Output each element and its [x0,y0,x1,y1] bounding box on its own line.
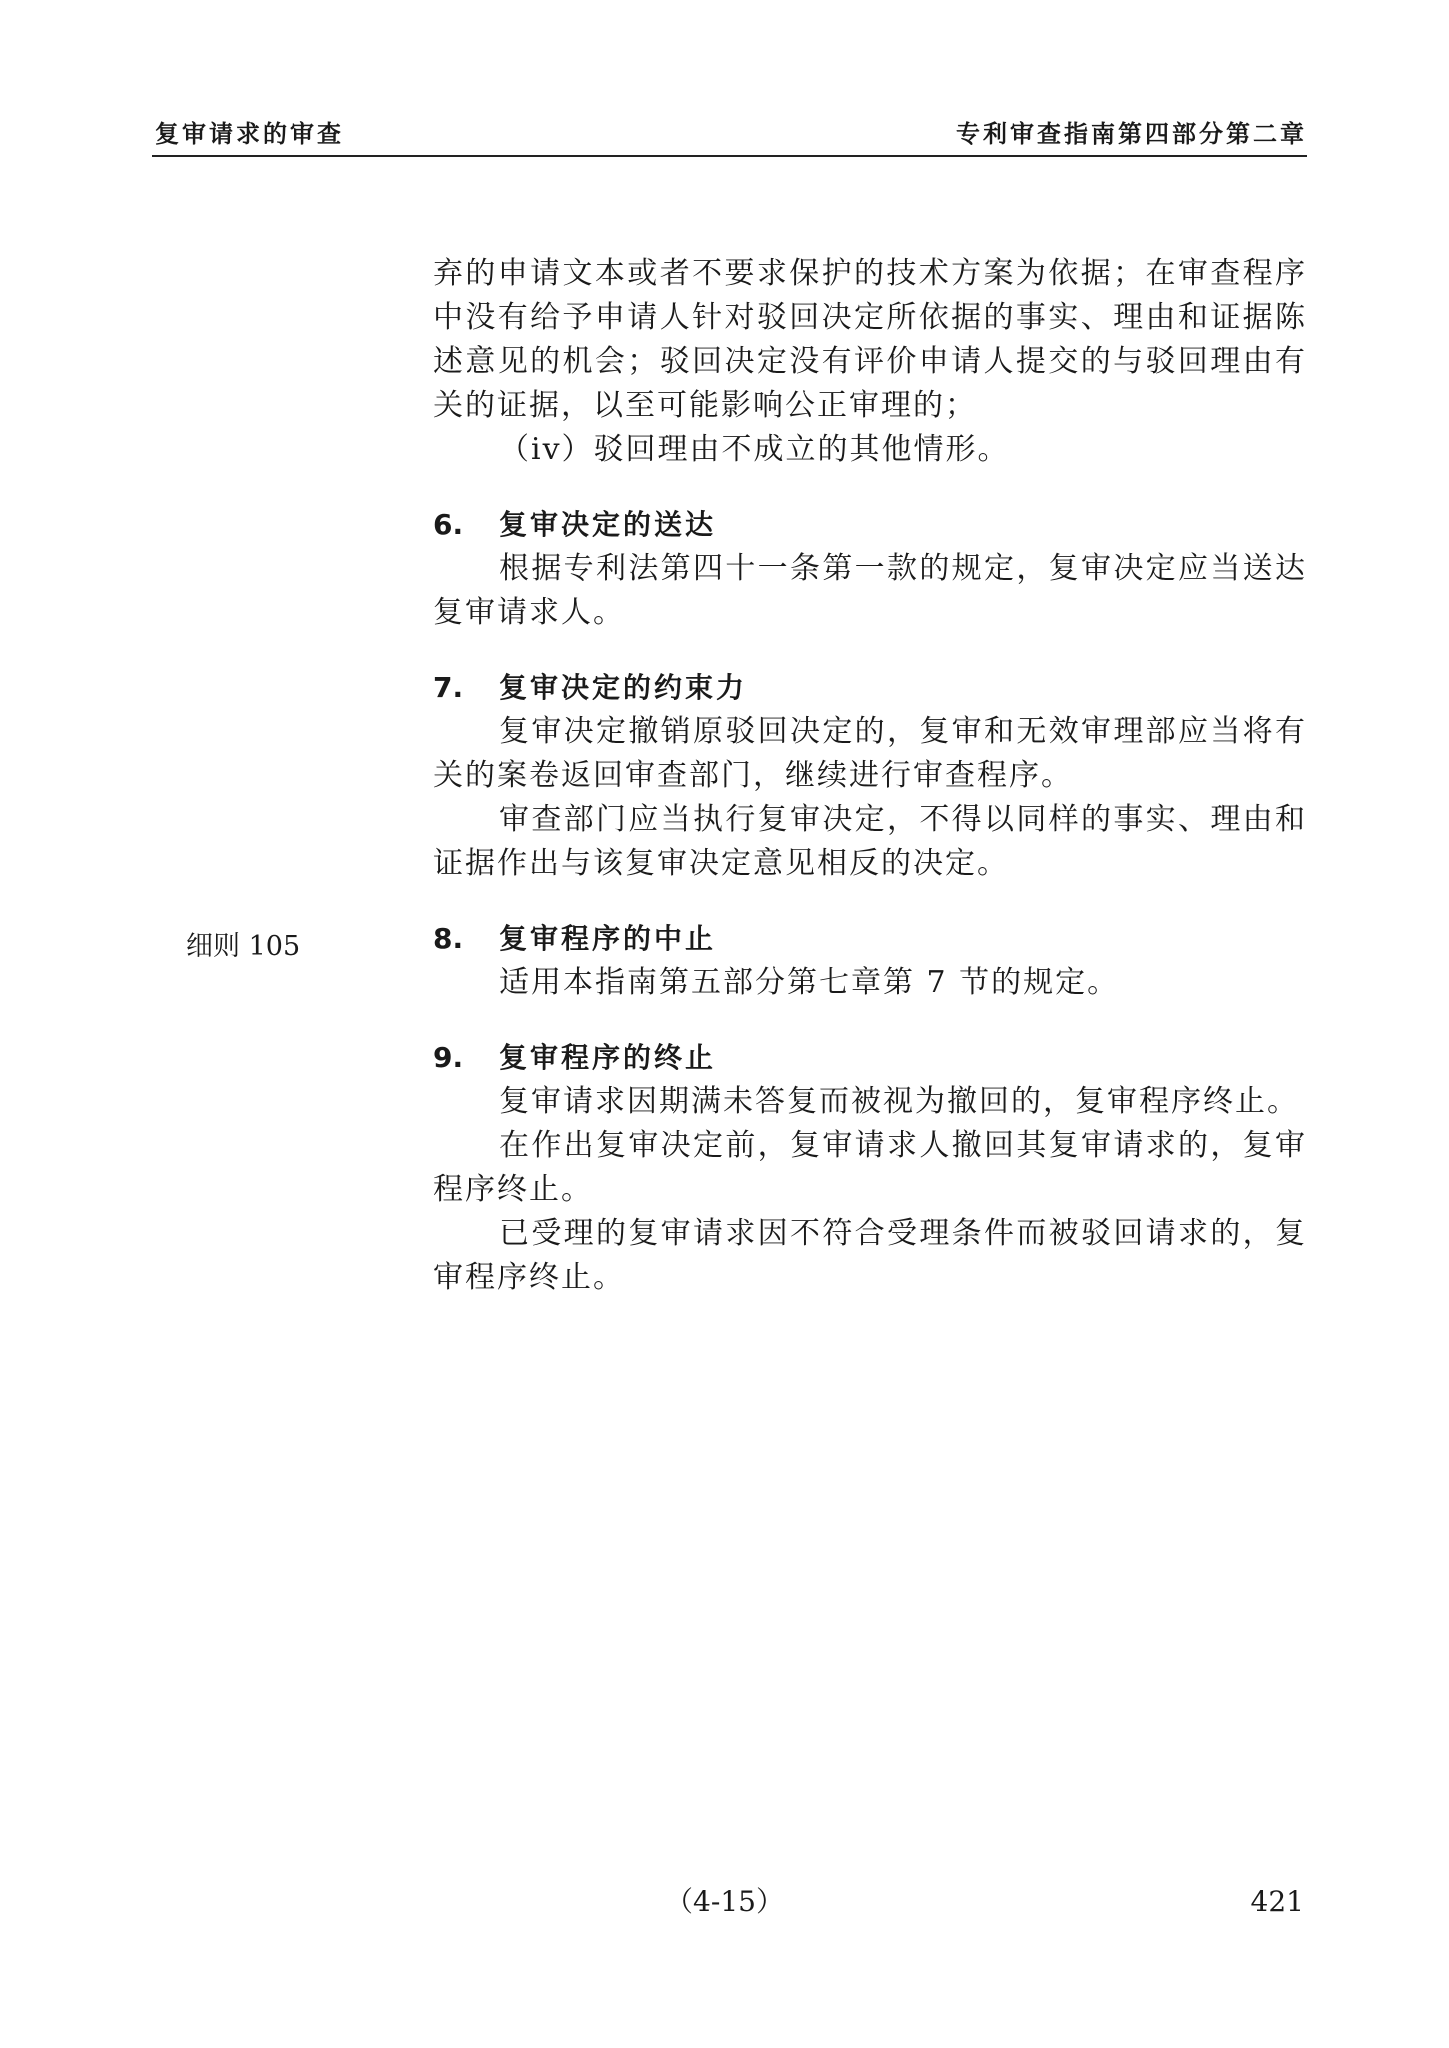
page-number: 421 [1250,1885,1304,1918]
section-paragraph: 适用本指南第五部分第七章第 7 节的规定。 [499,965,1120,1000]
section-9 [433,1036,1307,1300]
section-heading [433,503,1307,547]
header-rule [152,155,1307,157]
section-title: 复审程序的终止 [499,1041,717,1074]
section-paragraph: 在作出复审决定前，复审请求人撤回其复审请求的，复审程序终止。 [433,1128,1307,1207]
main-content [433,252,1307,1300]
section-heading [433,917,1307,961]
intro-paragraph: 弃的申请文本或者不要求保护的技术方案为依据；在审查程序中没有给予申请人针对驳回决定所依据的事实、理由和证据陈述意见的机会；驳回决定没有评价申请人提交的与驳回理由有关的证据，以至可能影响公正审理的； [433,256,1307,423]
section-paragraph: 已受理的复审请求因不符合受理条件而被驳回请求的，复审程序终止。 [433,1216,1307,1295]
footer-section-code: （4-15） [665,1885,784,1918]
section-heading [433,666,1307,710]
running-header-right: 专利审查指南第四部分第二章 [956,119,1307,148]
section-paragraph: 根据专利法第四十一条第一款的规定，复审决定应当送达复审请求人。 [433,551,1307,630]
section-8 [433,917,1307,1005]
section-paragraph: 复审决定撤销原驳回决定的，复审和无效审理部应当将有关的案卷返回审查部门，继续进行审查程序。 [433,714,1307,793]
section-title: 复审程序的中止 [499,922,717,955]
margin-note-rule-reference: 细则 105 [186,931,301,962]
section-title: 复审决定的约束力 [499,671,748,704]
section-paragraph: 审查部门应当执行复审决定，不得以同样的事实、理由和证据作出与该复审决定意见相反的决定。 [433,802,1307,881]
section-number: 7. [433,671,464,704]
running-header-left: 复审请求的审查 [155,119,344,148]
section-number: 6. [433,508,464,541]
section-paragraph: 复审请求因期满未答复而被视为撤回的，复审程序终止。 [499,1084,1299,1119]
section-7 [433,666,1307,886]
section-heading [433,1036,1307,1080]
section-6 [433,503,1307,635]
intro-item-iv: （iv）驳回理由不成立的其他情形。 [499,432,1010,467]
section-title: 复审决定的送达 [499,508,717,541]
section-number: 9. [433,1041,464,1074]
section-number: 8. [433,922,464,955]
